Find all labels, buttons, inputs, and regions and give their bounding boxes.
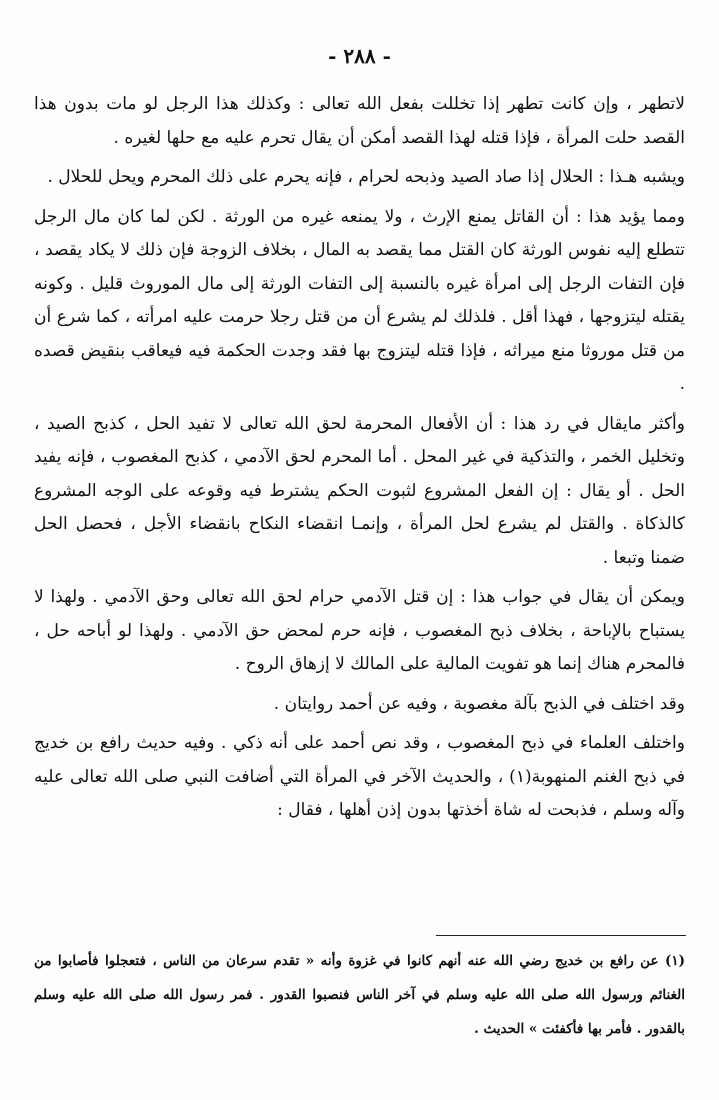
body-text <box>34 88 685 834</box>
paragraph: ويشبه هـذا : الحلال إذا صاد الصيد وذبحه لحرام ، فإنه يحرم على ذلك المحرم ويحل للحلال . <box>47 167 685 187</box>
paragraph: لاتطهر ، وإن كانت تطهر إذا تخللت بفعل الله تعالى : وكذلك هذا الرجل لو مات بدون هذا القصد حلت المرأة ، فإذا قتله لهذا القصد أمكن أن يقال تحرم عليه مع حلها لغيره . <box>34 94 685 148</box>
paragraph: واختلف العلماء في ذبح المغصوب ، وقد نص أحمد على أنه ذكي . وفيه حديث رافع بن خديج في ذبح الغنم المنهوبة(١) ، والحديث الآخر في المرأة التي أضافت النبي صلى الله تعالى عليه وآله وسلم ، فذبحت له شاة أخذتها بدون إذن أهلها ، فقال : <box>34 733 685 820</box>
page-number: - ٢٨٨ - <box>328 44 391 68</box>
paragraph: وأكثر مايقال في رد هذا : أن الأفعال المحرمة لحق الله تعالى لا تفيد الحل ، كذبح الصيد ، وتخليل الخمر ، والتذكية في غير المحل . أما المحرم لحق الآدمي ، كذبح المغصوب ، فإنه يفيد الحل . أو يقال : إن الفعل المشروع لثبوت الحكم يشترط فيه وقوعه على الوجه المشروع كالذكاة . والقتل لم يشرع لحل المرأة ، وإنمـا انقضاء النكاح بانقضاء الأجل ، فحصل الحل ضمنا وتبعا . <box>34 413 685 568</box>
footnote-divider <box>436 935 686 936</box>
paragraph: وقد اختلف في الذبح بآلة مغصوبة ، وفيه عن أحمد روايتان . <box>273 693 685 714</box>
paragraph: ويمكن أن يقال في جواب هذا : إن قتل الآدمي حرام لحق الله تعالى وحق الآدمي . ولهذا لا يستباح بالإباحة ، بخلاف ذبح المغصوب ، فإنه حرم لمحض حق الآدمي . ولهذا لو أباحه حل ، فالمحرم هناك إنما هو تفويت المالية على المالك لا إزهاق الروح . <box>34 587 685 674</box>
footnote: (١) عن رافع بن خديج رضي الله عنه أنهم كانوا في غزوة وأنه « تقدم سرعان من الناس ، فتعجلوا فأصابوا من الغنائم ورسول الله صلى الله عليه وسلم في آخر الناس فنصبوا القدور . فمر رسول الله صلى الله عليه وسلم بالقدور . فأمر بها فأكفئت » الحديث . <box>34 953 685 1037</box>
paragraph: ومما يؤيد هذا : أن القاتل يمنع الإرث ، ولا يمنعه غيره من الورثة . لكن لما كان مال الرجل تتطلع إليه نفوس الورثة كان القتل مما يقصد به المال ، بخلاف الزوجة فإن ذلك لا يكاد يقصد ، فإن التفات الرجل إلى امرأة غيره بالنسبة إلى التفات الورثة إلى مال الموروث قليل . وكونه يقتله ليتزوجها ، فهذا أقل . فلذلك لم يشرع أن من قتل رجلا حرمت عليه امرأته ، كما شرع أن من قتل موروثا منع ميراثه ، فإذا قتله ليتزوج بها فقد وجدت الحكمة فيه فيعاقب بنقيض قصده . <box>34 206 685 394</box>
